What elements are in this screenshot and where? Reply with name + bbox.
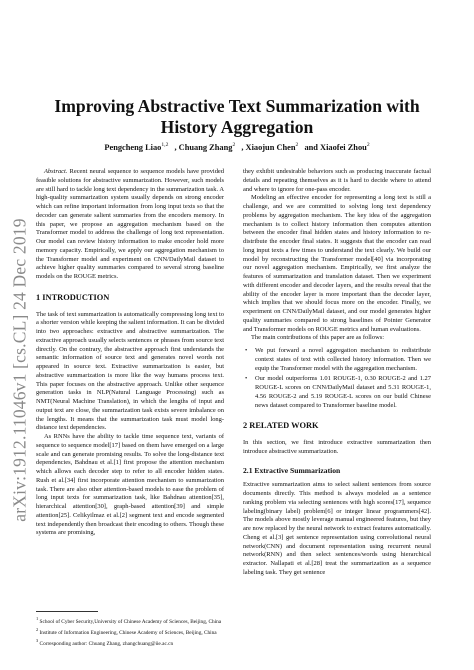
section-heading-related-work: 2 RELATED WORK — [243, 421, 319, 431]
intro-paragraph-2: As RNNs have the ability to tackle time sequence text, variants of sequence to sequence model[17] based on them have emerged on a large scale and can generate promising results. To solve the long-distance text dependencies, Bahdnau et al.[1] first propose the attention mechanism which allows each decoder step to refer to all encoder hidden states. Rush et al.[34] first incorporate attention mechanism to summarization task. There are also other attention-based models to ease the problem of long input texts for summarization task, like Bahdnau attention[35], hierarchical attention[30], graph-based attention[39] and simple attention[25]. Celikyilmaz et al.[2] segment text and encode segmented text independently then broadcast their encoding to others. Though these systems are promising, — [36, 433, 224, 537]
footnote-text: Institute of Information Engineering, Chinese Academy of Sciences, Beijing, China — [39, 629, 217, 636]
author-name: Pengcheng Liao — [104, 142, 162, 152]
contribution-item: • Our model outperforms 1.01 ROUGE-1, 0.30 ROUGE-2 and 1.27 ROUGE-L scores on CNN/DailyMail dataset and 5.31 ROUGE-1, 4.56 ROUGE-2 and 5.19 ROUGE-L scores on our build Chinese news dataset compared to Transformer baseline model. — [243, 375, 431, 410]
author-name: and Xiaofei Zhou — [304, 142, 367, 152]
arxiv-watermark — [7, 175, 33, 565]
author-affiliation: 2 — [295, 142, 299, 148]
footnote-text: Corresponding author: Chuang Zhang, zhangchuang@iie.ac.cn — [39, 640, 174, 647]
author-list — [40, 142, 434, 152]
extractive-paragraph: Extractive summarization aims to select salient sentences from source documents directly. This method is always modeled as a sentence ranking problem via selecting sentences with high scores[17], sequence labeling(binary label) problem[6] or integer linear programmers[42]. The models above mostly leverage manual engineered features, but they are now replaced by the neural network to extract features automatically. Cheng et al.[3] get sentence representation using convolutional neural network(CNN) and document representation using recurrent neural network(RNN) and then select sentences/words using hierarchical extractor. Nallapati et al.[28] treat the summarization as a sequence labeling task. They get sentence — [243, 481, 431, 576]
footnote-mark: 3 — [36, 637, 39, 643]
body-paragraph-1: they exhibit undesirable behaviors such as producing inaccurate factual details and repeating themselves as it is hard to decide where to attend and where to ignore for one-pass encoder. — [243, 168, 431, 193]
author-name: , Xiaojun Chen — [241, 142, 296, 152]
footnote-mark: 2 — [36, 626, 39, 632]
subsection-heading-extractive: 2.1 Extractive Summarization — [243, 465, 341, 475]
author-name: , Chuang Zhang — [174, 142, 233, 152]
abstract-text: Recent neural sequence to sequence models have provided feasible solutions for abstractive summarization. However, such models are still hard to tackle long text dependency in the summarization task. A high-quality summarization system usually depends on strong encoder which can refine important information from long input texts so that the decoder can generate salient summaries from the encoders memory. In this paper, we propose an aggregation mechanism based on the Transformer model to address the challenge of long text representation. Our model can review history information to make encoder hold more memory capacity. Empirically, we apply our aggregation mechanism to the Transformer model and experiment on CNN/DailyMail dataset to achieve higher quality summaries compared to several strong baseline models on the ROUGE metrics. — [36, 168, 225, 280]
footnote-2 — [36, 626, 224, 637]
author-2 — [174, 143, 235, 152]
right-column — [243, 168, 431, 578]
intro-paragraph-1: The task of text summarization is automatically compressing long text to a shorter version while keeping the salient information. It can be divided into two approaches: extractive and abstractive summarization. The extractive approach usually selects sentences or phrases from source text directly. On the contrary, the abstractive approach first understands the semantic information of source text and generates novel words not appeared in source text. Extractive summarization is easier, but abstractive summarization is more like the way humans process text. This paper focuses on the abstractive approach. Unlike other sequence generation tasks in NLP(Natural Language Processing) such as NMT(Neural Machine Translation), in which the lengths of input and output text are close, the summarization task exists severe imbalance on the lengths. It means that the summarization task must model long-distance text dependencies. — [36, 310, 224, 432]
author-affiliation: 2 — [366, 142, 370, 148]
body-paragraph-2: Modeling an effective encoder for representing a long text is still a challenge, and we are committed to solving long text dependency problems by aggregation mechanism. The key idea of the aggregation mechanism is to collect history information then computes attention between the encoder final hidden states and history information to re-distribute the encoder final states. It suggests that the encoder can read long input texts a few times to understand the text clearly. We build our model by reconstructing the Transformer model[40] via incorporating our novel aggregation mechanism. Empirically, we first analyze the features of summarization and translation dataset. Then we experiment with different encoder and decoder layers, and the results reveal that the ability of the encoder layer is more important than the decoder layer, which implies that we should focus more on the encoder. Finally, we experiment on CNN/DailyMail dataset, and our model generates higher quality summaries compared to strong baselines of Pointer Generator and Transformer models on ROUGE metrics and human evaluations. — [243, 194, 431, 333]
section-heading-introduction: 1 INTRODUCTION — [36, 292, 110, 302]
author-1 — [104, 143, 168, 152]
footnote-text: School of Cyber Security,University of Chinese Academy of Sciences, Beijing, China — [39, 618, 222, 625]
footnote-1 — [36, 615, 224, 626]
abstract-label: Abstract. — [44, 168, 68, 175]
footnote-mark: 1 — [36, 616, 39, 621]
author-4 — [304, 143, 369, 152]
author-affiliation: 2 — [232, 142, 236, 148]
abstract — [36, 168, 224, 282]
paper-title: Improving Abstractive Text Summarization with History Aggregation — [54, 96, 420, 137]
contribution-list — [243, 347, 431, 410]
contribution-item: • We put forward a novel aggregation mechanism to redistribute context states of text with collected history information. Then we equip the Transformer model with the aggregation mechanism. — [243, 347, 431, 373]
related-work-intro: In this section, we first introduce extractive summarization then introduce abstractive summarization. — [243, 439, 431, 455]
footnote-3 — [36, 637, 224, 648]
arxiv-id: arXiv:1912.11046v1 [cs.CL] 24 Dec 2019 — [9, 218, 30, 522]
left-column — [36, 168, 224, 538]
author-3 — [241, 143, 298, 152]
body-paragraph-3: The main contributions of this paper are as follows: — [251, 334, 385, 342]
footnotes — [36, 611, 224, 648]
footnote-rule — [36, 611, 98, 612]
author-affiliation: 1,2 — [161, 142, 169, 148]
